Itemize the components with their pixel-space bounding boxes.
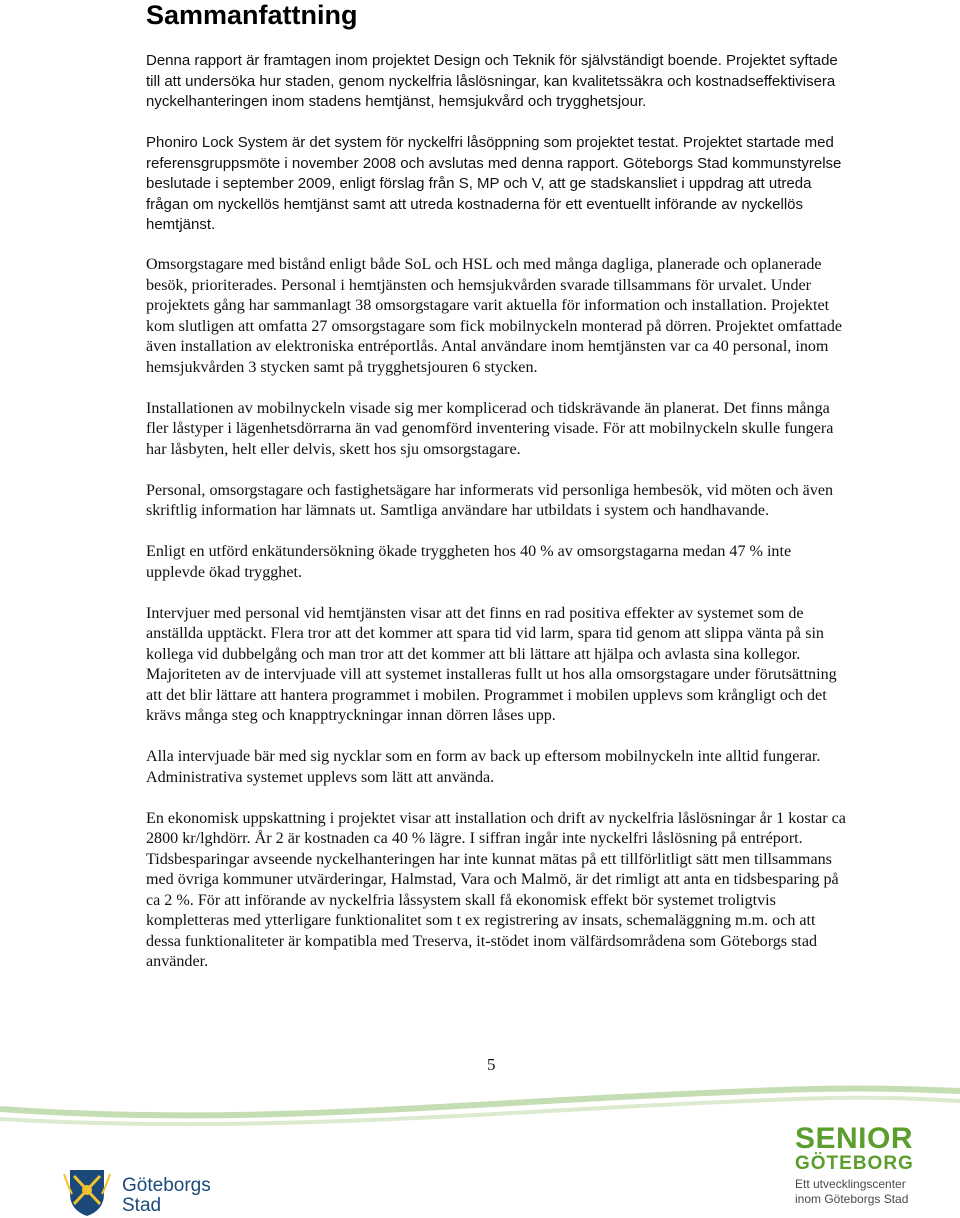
city-name-line2: Stad [122,1195,162,1216]
paragraph-ekonomi: En ekonomisk uppskattning i projektet visar att installation och drift av nyckelfria låslösningar år 1 kostar ca 2800 kr/lghdörr. År 2 är kostnaden ca 40 % lägre. I siffran ingår inte nyckelfri låslösning på entréport. Tidsbesparingar avseende nyckelhanteringen har inte kunnat mätas på ett tillförlitligt sätt men tillsammans med övriga kommuner utvärderingar, Halmstad, Vara och Malmö, är det rimligt att anta en tidsbesparing på ca 2 %. För att införande av nyckelfria låssystem skall få ekonomisk effekt bör systemet troligtvis kompletteras med ytterligare funktionalitet som t ex registrering av insats, schemaläggning m.m. och att dessa funktionaliteter är kompatibla med Treserva, it-stödet inom välfärdsområdena som Göteborgs stad använder. [146,809,846,970]
senior-tagline [795,1177,955,1207]
summary-body-main [146,255,846,993]
paragraph-installation: Installationen av mobilnyckeln visade sig mer komplicerad och tidskrävande än planerat. Det finns många fler låstyper i lägenhetsdörrarna än vad genomförd inventering visade. För att mobilnyckeln skulle fungera har låsbyten, helt eller delvis, skett hos sju omsorgstagare. [146,399,834,458]
senior-tagline-line2: inom Göteborgs Stad [795,1192,909,1206]
goteborgs-stad-logo [62,1160,282,1218]
coat-of-arms-icon [62,1164,112,1218]
summary-body-continued [146,133,846,256]
paragraph-personal: Personal, omsorgstagare och fastighetsägare har informerats vid personliga hembesök, vid möten och även skriftlig information har lämnats ut. Samtliga användare har utbildats i system och handhavande. [146,481,834,519]
summary-body [146,51,846,133]
senior-tagline-line1: Ett utvecklingscenter [795,1177,906,1191]
paragraph-intro: Denna rapport är framtagen inom projektet Design och Teknik för självständigt boende. Projektet syftade till att undersöka hur staden, genom nyckelfria låslösningar, kan kvalitetssäkra och kostnadseffektivisera nyckelhanteringen inom stadens hemtjänst, hemsjukvård och trygghetsjour. [146,52,838,110]
paragraph-enkat: Enligt en utförd enkätundersökning ökade tryggheten hos 40 % av omsorgstagarna medan 47 % inte upplevde ökad trygghet. [146,543,792,581]
senior-subtitle: GÖTEBORG [795,1153,914,1174]
paragraph-nycklar: Alla intervjuade bär med sig nycklar som en form av back up eftersom mobilnyckeln inte alltid fungerar. Administrativa systemet upplevs som lätt att använda. [146,748,821,786]
page-number: 5 [487,1055,496,1074]
senior-goteborg-logo [795,1124,955,1218]
paragraph-phoniro: Phoniro Lock System är det system för nyckelfri låsöppning som projektet testat. Projektet startade med referensgruppsmöte i november 2008 och avslutas med denna rapport. Göteborgs Stad kommunstyrelse beslutade i september 2009, enligt förslag från S, MP och V, att ge stadskansliet i uppdrag att utreda frågan om nyckellös hemtjänst samt att utreda kostnaderna för ett eventuellt införande av nyckellös hemtjänst. [146,134,842,233]
senior-title: SENIOR [795,1122,914,1155]
paragraph-omsorgstagare: Omsorgstagare med bistånd enligt både SoL och HSL och med många dagliga, planerade och oplanerade besök, prioriterades. Personal i hemtjänsten och hemsjukvården svarade tillsammans för urvalet. Under projektets gång har sammanlagt 38 omsorgstagare varit aktuella för information och installation. Projektet kom slutligen att omfatta 27 omsorgstagare som fick mobilnyckeln monterad på dörren. Projektet omfattade även installation av elektroniska entréportlås. Antal användare inom hemtjänsten var ca 40 personal, inom hemsjukvården 3 stycken samt på trygghetsjouren 6 stycken. [146,256,843,376]
paragraph-intervjuer: Intervjuer med personal vid hemtjänsten visar att det finns en rad positiva effekter av systemet som de anställda upptäckt. Flera tror att det kommer att spara tid vid larm, spara tid genom att slippa vänta på sin kollega vid dubbelgång och man tror att det kommer att bli lättare att hjälpa och avlasta sina kollegor. Majoriteten av de intervjuade vill att systemet installeras fullt ut hos alla omsorgstagare under förutsättning att det blir lättare att hantera programmet i mobilen. Programmet i mobilen upplevs som krångligt och det krävs många steg och knapptryckningar innan dörren låses upp. [146,604,837,724]
city-name-line1: Göteborgs [122,1175,211,1196]
city-name [122,1176,282,1216]
page-title: Sammanfattning [146,0,358,30]
